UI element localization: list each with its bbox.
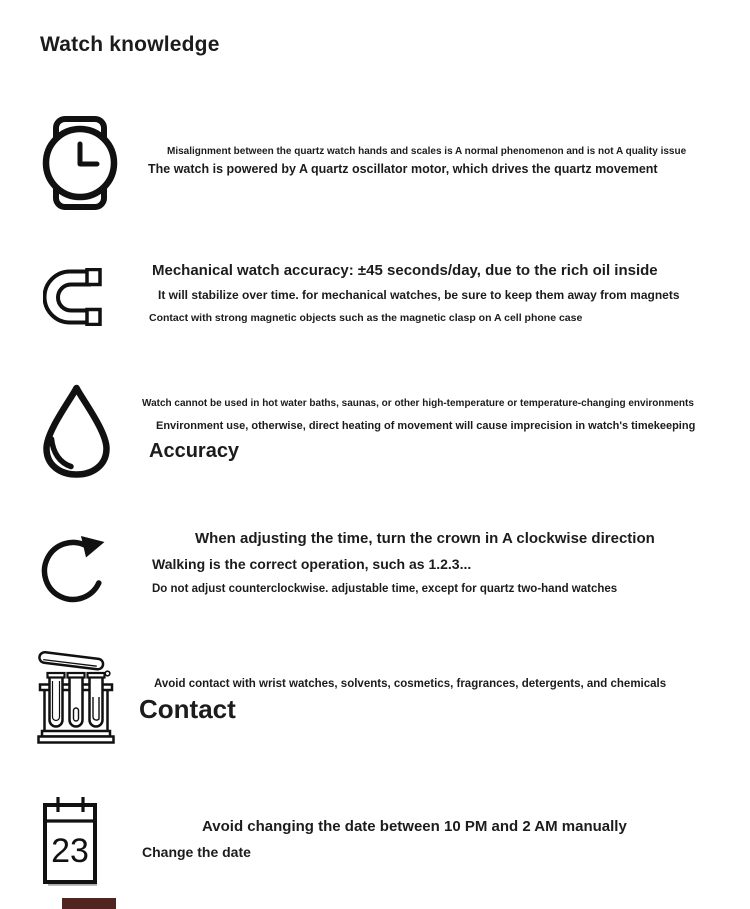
- magnet-contact-line: Contact with strong magnetic objects such as the magnetic clasp on A cell phone case: [149, 312, 583, 324]
- magnet-icon: [43, 268, 103, 326]
- wristwatch-icon: [42, 116, 118, 210]
- test-tubes-icon: [37, 651, 115, 745]
- crown-walking-line: Walking is the correct operation, such as 1.2.3...: [152, 556, 472, 572]
- change-date-label: Change the date: [142, 844, 251, 860]
- contact-label: Contact: [139, 694, 236, 724]
- accuracy-label: Accuracy: [149, 440, 240, 462]
- quartz-note-main: The watch is powered by A quartz oscillator motor, which drives the quartz movement: [148, 162, 658, 176]
- crown-warning-line: Do not adjust counterclockwise. adjustable time, except for quartz two-hand watches: [152, 583, 618, 595]
- bottom-red-bar: [62, 898, 116, 909]
- page-title: Watch knowledge: [40, 33, 220, 56]
- calendar-icon: [42, 794, 98, 887]
- temperature-environment-line: Environment use, otherwise, direct heating of movement will cause imprecision in watch's timekeeping: [156, 420, 696, 432]
- quartz-note-small: Misalignment between the quartz watch hands and scales is A normal phenomenon and is not A quality issue: [167, 146, 687, 157]
- magnet-stabilize-line: It will stabilize over time. for mechanical watches, be sure to keep them away from magnets: [158, 288, 680, 302]
- calendar-day-number: 23: [51, 832, 89, 870]
- crown-clockwise-line: When adjusting the time, turn the crown in A clockwise direction: [195, 530, 655, 547]
- temperature-warning-line: Watch cannot be used in hot water baths, saunas, or other high-temperature or temperature-changing environments: [142, 398, 694, 409]
- chemicals-warning-line: Avoid contact with wrist watches, solvents, cosmetics, fragrances, detergents, and chemicals: [154, 678, 667, 690]
- water-drop-icon: [40, 383, 113, 480]
- date-warning-line: Avoid changing the date between 10 PM and 2 AM manually: [202, 818, 627, 835]
- magnet-accuracy-line: Mechanical watch accuracy: ±45 seconds/day, due to the rich oil inside: [152, 262, 658, 279]
- clockwise-arrow-icon: [40, 530, 108, 606]
